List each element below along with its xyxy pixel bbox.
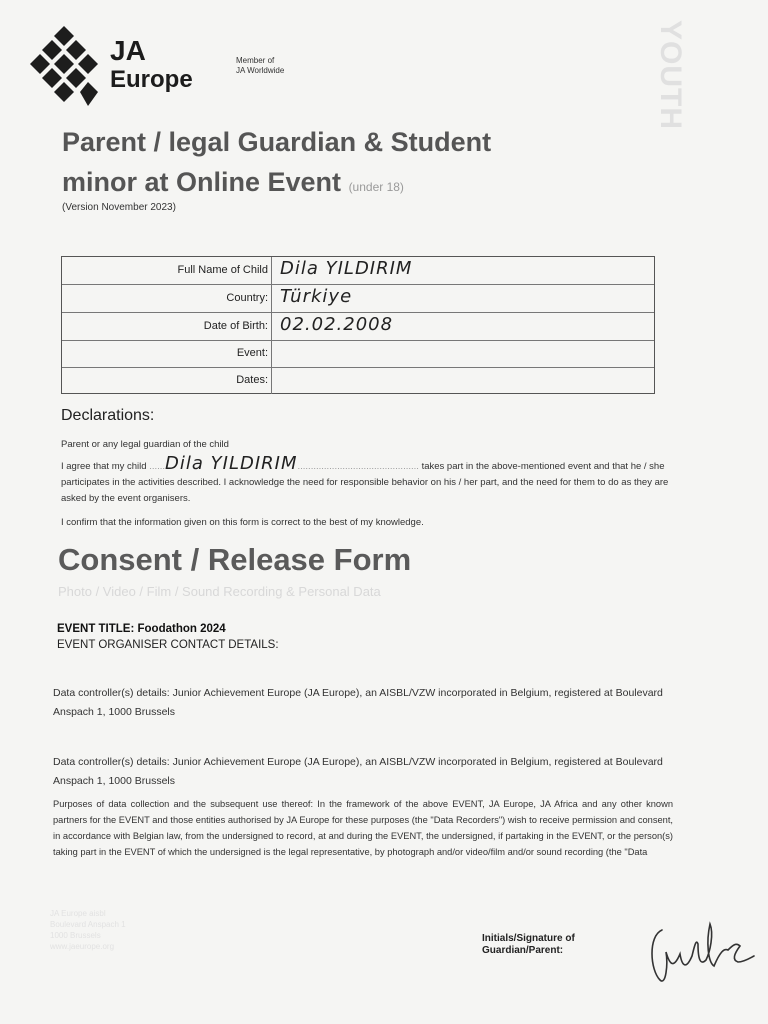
table-row-full-name: Full Name of Child Dila YILDIRIM [62, 257, 654, 285]
country-field[interactable]: Türkiye [280, 286, 353, 307]
table-row-date-of-birth: Date of Birth: 02.02.2008 [62, 313, 654, 341]
member-of-text: Member of JA Worldwide [236, 56, 285, 75]
form-title-line2: minor at Online Event (under 18) [62, 167, 404, 197]
version-text: (Version November 2023) [62, 202, 176, 213]
parent-guardian-line: Parent or any legal guardian of the child [61, 439, 229, 450]
footer-address: JA Europe aisbl Boulevard Anspach 1 1000 Brussels www.jaeurope.org [50, 909, 126, 951]
confirmation-text: I confirm that the information given on this form is correct to the best of my knowledge. [61, 517, 424, 528]
table-row-dates: Dates: [62, 367, 654, 394]
data-controller-details-2: Data controller(s) details: Junior Achievement Europe (JA Europe), an AISBL/VZW incorporated in Belgium, registered at Boulevard Anspach 1, 1000 Brussels [53, 756, 663, 787]
date-of-birth-field[interactable]: 02.02.2008 [280, 314, 394, 335]
youth-watermark: YOUTH [654, 20, 687, 130]
logo-text-europe: Europe [110, 66, 193, 93]
signature-label: Initials/Signature of Guardian/Parent: [482, 933, 575, 956]
declarations-heading: Declarations: [61, 407, 155, 424]
purposes-paragraph: Purposes of data collection and the subsequent use thereof: In the framework of the above EVENT, JA Europe, JA Africa and any other known partners for the EVENT and those entities authorised by JA Europe for these purposes (the "Data Recorders") wish to receive permission and consent, in accordance with Belgian law, from the undersigned to record, at and during the EVENT, the undersigned, if partaking in the EVENT, or the person(s) taking part in the EVENT of which the undersigned is the legal representative, by photograph and/or video/film and/or sound recording (the "Data [53, 799, 673, 857]
child-name-field[interactable]: Dila YILDIRIM [165, 453, 298, 474]
full-name-field[interactable]: Dila YILDIRIM [280, 258, 413, 279]
child-details-table [61, 256, 655, 394]
under-18-note: (under 18) [348, 180, 404, 194]
ja-europe-logo-icon [28, 26, 100, 108]
organiser-details-label: EVENT ORGANISER CONTACT DETAILS: [57, 639, 279, 651]
table-row-country: Country: Türkiye [62, 285, 654, 313]
table-row-event: Event: [62, 340, 654, 368]
data-controller-details-1: Data controller(s) details: Junior Achievement Europe (JA Europe), an AISBL/VZW incorporated in Belgium, registered at Boulevard Anspach 1, 1000 Brussels [53, 687, 663, 718]
handwritten-signature-icon [640, 908, 760, 988]
form-title [62, 122, 491, 207]
consent-subheading: Photo / Video / Film / Sound Recording & Personal Data [58, 584, 381, 599]
logo-text-ja: JA [110, 35, 146, 66]
agreement-paragraph: I agree that my child ......Dila YILDIRIM.............................................. takes part in the above-mentioned event and that he / she participates in the activities described. I acknowledge the need for responsible behavior on his / her part, and the need for them to do as they are asked by the event organisers. [61, 453, 669, 504]
form-title-line1: Parent / legal Guardian & Student [62, 127, 492, 157]
event-title: EVENT TITLE: Foodathon 2024 [57, 623, 226, 635]
consent-heading: Consent / Release Form [58, 542, 412, 577]
